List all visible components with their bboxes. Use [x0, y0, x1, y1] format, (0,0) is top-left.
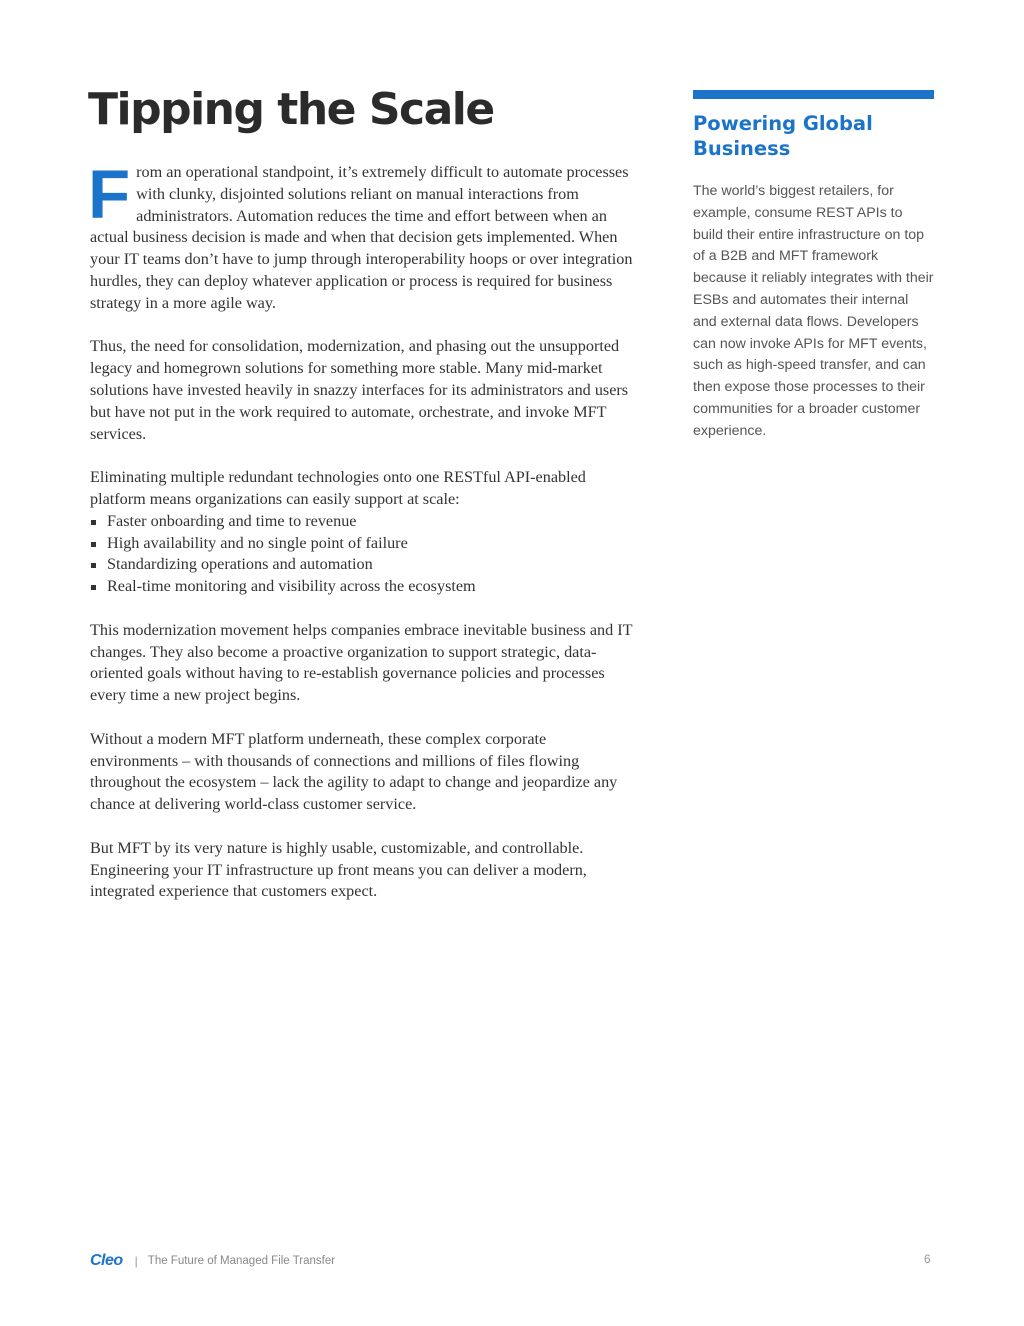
list-item: [90, 511, 638, 533]
list-item: [90, 533, 638, 555]
main-article: [88, 156, 638, 925]
list-item-text: Standardizing operations and automation: [107, 555, 373, 574]
benefits-list: [90, 511, 638, 598]
bullet-square-icon: [91, 542, 96, 547]
footer-document-title: The Future of Managed File Transfer: [147, 1255, 336, 1267]
intro-paragraph: [88, 156, 638, 315]
drop-cap: F: [88, 156, 131, 233]
footer-divider: |: [134, 1254, 138, 1268]
list-item-text: Faster onboarding and time to revenue: [107, 511, 357, 530]
body-paragraph: Without a modern MFT platform underneath, these complex corporate environments – with thousands of connections and millions of files flowing throughout the ecosystem – lack the agility to adapt to change and jeopardize any chance at delivering world-class customer service.: [90, 729, 618, 814]
page-title: Tipping the Scale: [88, 84, 494, 135]
body-paragraph: But MFT by its very nature is highly usable, customizable, and controllable. Engineering your IT infrastructure up front means you can deliver a modern, integrated experience that customers expect.: [90, 838, 587, 901]
page-number: 6: [924, 1252, 931, 1266]
footer: [90, 1251, 335, 1271]
sidebar-accent-bar: [693, 90, 934, 99]
bullet-square-icon: [91, 585, 96, 590]
body-paragraph: Eliminating multiple redundant technologies onto one RESTful API-enabled platform means organizations can easily support at scale:: [90, 468, 586, 508]
sidebar-callout: [693, 90, 935, 443]
list-item-text: Real-time monitoring and visibility across the ecosystem: [107, 577, 476, 596]
bullet-square-icon: [91, 563, 96, 568]
body-paragraph: This modernization movement helps companies embrace inevitable business and IT changes. They also become a proactive organization to support strategic, data-oriented goals without having to re-establish governance policies and processes every time a new project begins.: [90, 620, 633, 705]
list-item-text: High availability and no single point of failure: [107, 533, 408, 552]
intro-text: rom an operational standpoint, it’s extremely difficult to automate processes with clunky, disjointed solutions reliant on manual interactions from administrators. Automation reduces the time and effort between when an actual business decision is made and when that decision gets implemented. When your IT teams don’t have to jump through interoperability hoops or over integration hurdles, they can deploy whatever application or process is required for business strategy in a more agile way.: [90, 163, 633, 312]
sidebar-title: Powering Global Business: [693, 112, 873, 160]
list-item: [90, 554, 638, 576]
sidebar-text: The world’s biggest retailers, for example, consume REST APIs to build their entire infrastructure on top of a B2B and MFT framework because it reliably integrates with their ESBs and automates their internal and external data flows. Developers can now invoke APIs for MFT events, such as high-speed transfer, and can then expose those processes to their communities for a broader customer experience.: [693, 183, 934, 439]
bullet-square-icon: [91, 520, 96, 525]
body-paragraph: Thus, the need for consolidation, modernization, and phasing out the unsupported legacy and homegrown solutions for something more stable. Many mid-market solutions have invested heavily in snazzy interfaces for its administrators and users but have not put in the work required to automate, orchestrate, and invoke MFT services.: [90, 337, 629, 443]
list-item: [90, 576, 638, 598]
cleo-logo: Cleo: [90, 1252, 123, 1269]
